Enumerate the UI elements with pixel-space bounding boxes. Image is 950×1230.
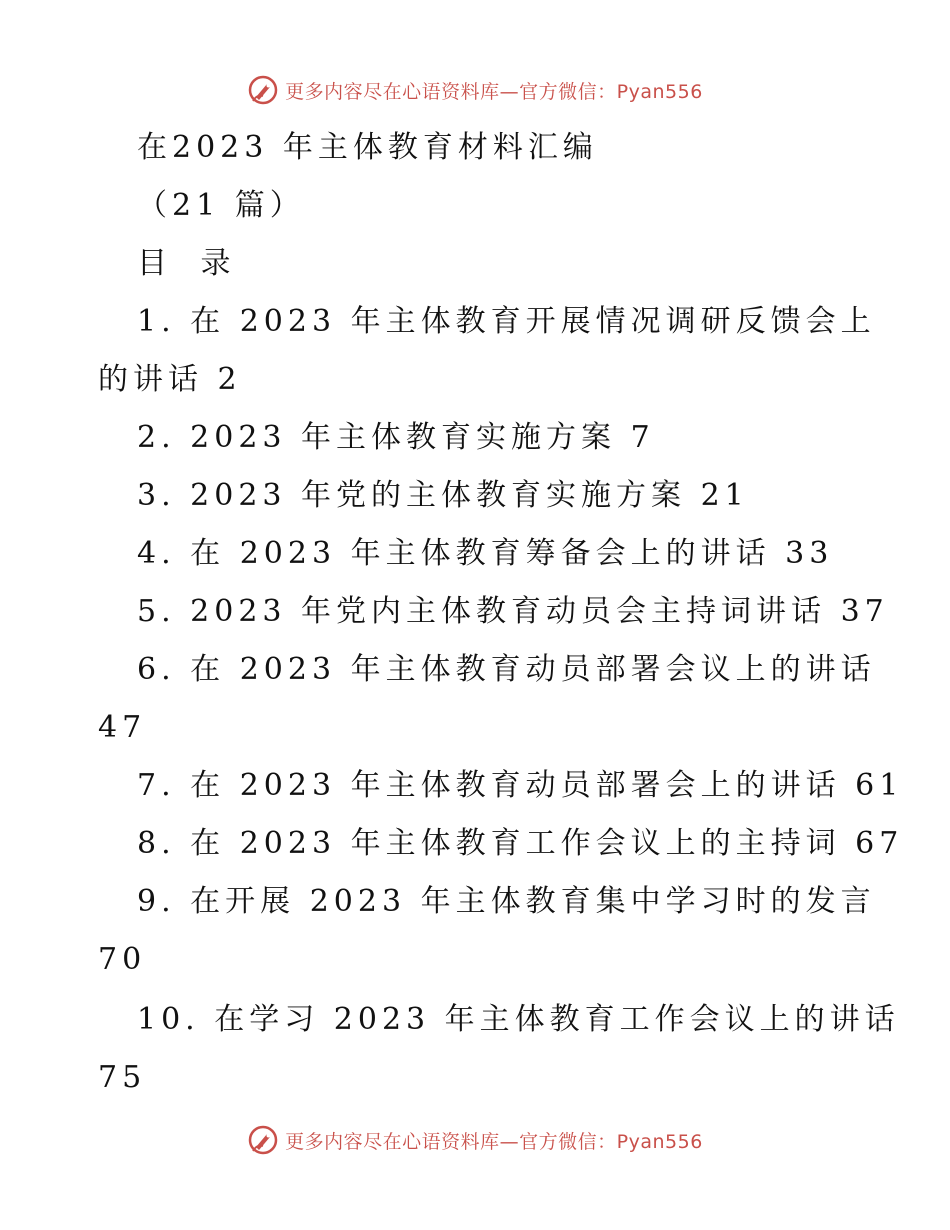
toc-line: 3. 2023 年党的主体教育实施方案 21	[137, 478, 749, 513]
document-subtitle: （21 篇）	[137, 188, 305, 223]
toc-line: 的讲话 2	[98, 362, 242, 397]
pen-logo-icon	[247, 1124, 279, 1156]
toc-line: 7. 在 2023 年主体教育动员部署会上的讲话 61	[137, 768, 904, 803]
toc-line: 47	[98, 710, 147, 745]
toc-heading: 目 录	[137, 246, 243, 281]
toc-line: 10. 在学习 2023 年主体教育工作会议上的讲话	[137, 1002, 900, 1037]
watermark-banner-bottom	[0, 1120, 950, 1160]
pen-logo-icon	[247, 74, 279, 106]
toc-line: 2. 2023 年主体教育实施方案 7	[137, 420, 655, 455]
watermark-text: 更多内容尽在心语资料库—官方微信：Pyan556	[285, 1130, 703, 1153]
toc-line: 75	[98, 1060, 147, 1095]
toc-line: 9. 在开展 2023 年主体教育集中学习时的发言	[137, 884, 876, 919]
toc-line: 5. 2023 年党内主体教育动员会主持词讲话 37	[137, 594, 889, 629]
toc-line: 6. 在 2023 年主体教育动员部署会议上的讲话	[137, 652, 876, 687]
watermark-banner-top	[0, 70, 950, 110]
toc-line: 8. 在 2023 年主体教育工作会议上的主持词 67	[137, 826, 904, 861]
watermark-text: 更多内容尽在心语资料库—官方微信：Pyan556	[285, 80, 703, 103]
document-title: 在2023 年主体教育材料汇编	[137, 130, 598, 165]
toc-line: 4. 在 2023 年主体教育筹备会上的讲话 33	[137, 536, 834, 571]
toc-line: 1. 在 2023 年主体教育开展情况调研反馈会上	[137, 304, 876, 339]
toc-line: 70	[98, 942, 147, 977]
